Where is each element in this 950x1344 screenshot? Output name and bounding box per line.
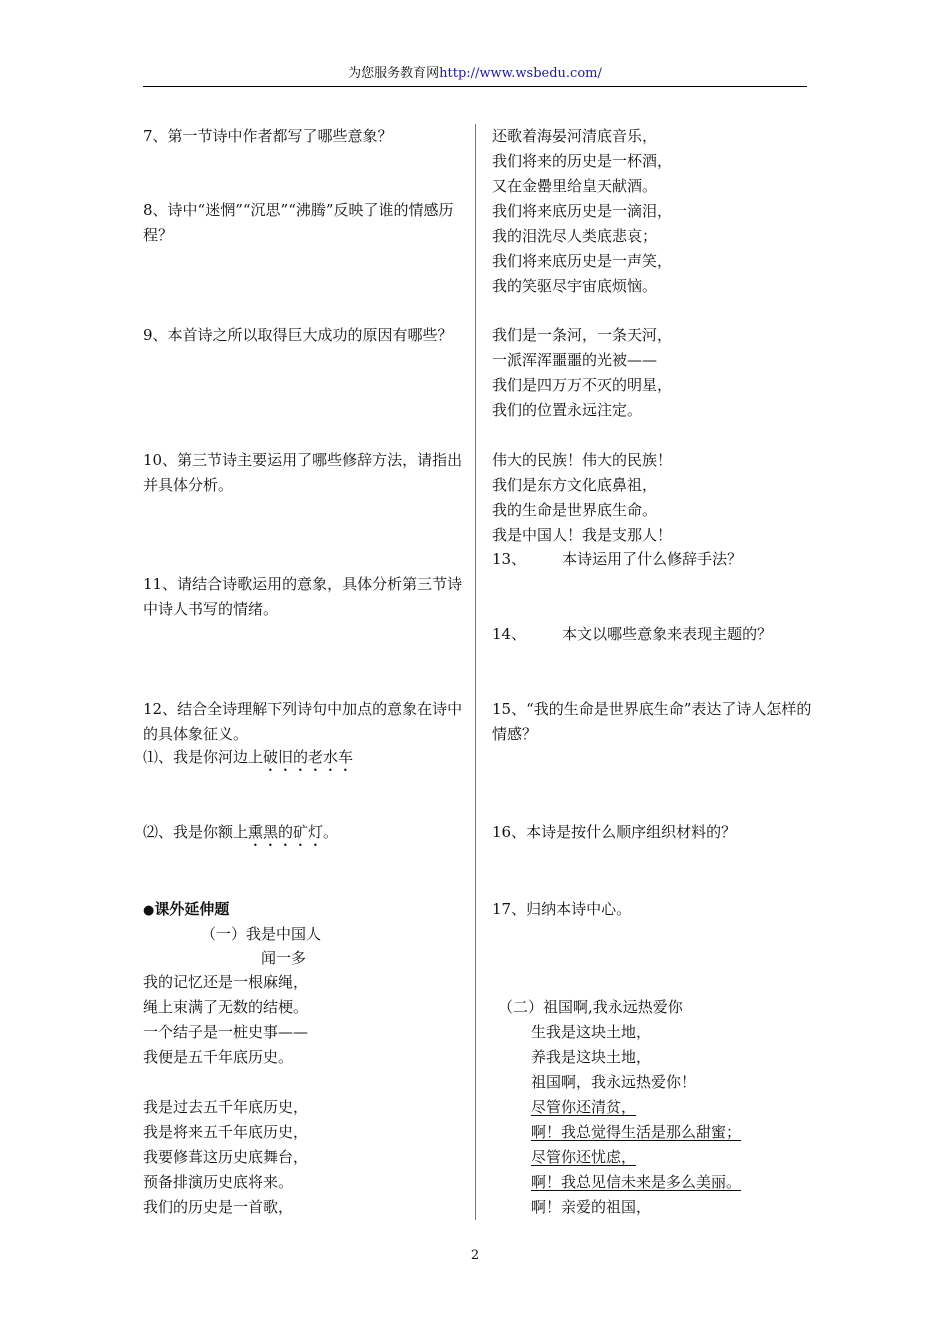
question-12-item-1: ⑴、我是你河边上破旧的老水车	[143, 748, 354, 766]
header-site: 为您服务教育网	[348, 66, 440, 81]
poem1-continued-1: 还歌着海晏河清底音乐， 我们将来的历史是一杯酒， 又在金罍里给皇天献酒。 我们将来底历史是一滴泪， 我的泪洗尽人类底悲哀； 我们将来底历史是一声笑， 我的笑驱尽宇宙底烦恼。	[492, 127, 673, 295]
question-16: 16、本诗是按什么顺序组织材料的？	[492, 823, 737, 841]
question-7: 7、第一节诗中作者都写了哪些意象？	[143, 127, 393, 145]
question-13: 13、 本诗运用了什么修辞手法？	[492, 550, 743, 568]
poem2-underlined-lines: 尽管你还清贫， 啊！我总觉得生活是那么甜蜜； 尽管你还忧虑， 啊！我总见信未来是多么美丽。	[531, 1098, 742, 1191]
poem1-author: 闻一多	[261, 949, 307, 967]
question-12-item-2: ⑵、我是你额上熏黑的矿灯。	[143, 823, 339, 841]
question-17: 17、归纳本诗中心。	[492, 900, 632, 918]
question-11: 11、请结合诗歌运用的意象，具体分析第三节诗中诗人书写的情绪。	[143, 575, 463, 618]
column-divider	[475, 124, 476, 1220]
poem1-stanza-2: 我是过去五千年底历史， 我是将来五千年底历史， 我要修葺这历史底舞台， 预备排演历史底将来。 我们的历史是一首歌，	[143, 1098, 309, 1216]
question-9: 9、本首诗之所以取得巨大成功的原因有哪些？	[143, 326, 453, 344]
question-15: 15、“我的生命是世界底生命”表达了诗人怎样的情感？	[492, 700, 812, 743]
poem2-title: （二）祖国啊,我永远热爱你	[498, 998, 683, 1016]
bullet-icon: ●	[143, 903, 155, 918]
poem2-stanza: 生我是这块土地， 养我是这块土地， 祖国啊，我永远热爱你！	[531, 1023, 697, 1091]
poem1-title: （一）我是中国人	[201, 925, 322, 943]
poem1-continued-3: 伟大的民族！伟大的民族！ 我们是东方文化底鼻祖， 我的生命是世界底生命。 我是中国人！我是支那人！	[492, 451, 673, 544]
poem2-last-line: 啊！亲爱的祖国，	[531, 1198, 652, 1216]
question-12: 12、结合全诗理解下列诗句中加点的意象在诗中的具体象征义。	[143, 700, 463, 743]
dotted-phrase: 熏黑的矿灯	[248, 823, 324, 841]
header-rule	[143, 86, 807, 87]
question-10: 10、第三节诗主要运用了哪些修辞方法，请指出并具体分析。	[143, 451, 463, 494]
page-header	[143, 66, 807, 82]
dotted-phrase: 破旧的老水车	[263, 748, 354, 766]
question-8: 8、诗中“迷惘”“沉思”“沸腾”反映了谁的情感历程？	[143, 201, 454, 244]
header-url[interactable]: http://www.wsbedu.com/	[439, 66, 602, 81]
poem1-continued-2: 我们是一条河，一条天河， 一派浑浑噩噩的光被—— 我们是四万万不灭的明星， 我们的位置永远注定。	[492, 326, 673, 419]
question-14: 14、 本文以哪些意象来表现主题的？	[492, 625, 773, 643]
poem1-stanza-1: 我的记忆还是一根麻绳， 绳上束满了无数的结梗。 一个结子是一桩史事—— 我便是五千年底历史。	[143, 973, 309, 1066]
page-number: 2	[470, 1248, 480, 1263]
extension-heading: ●课外延伸题	[143, 900, 230, 918]
